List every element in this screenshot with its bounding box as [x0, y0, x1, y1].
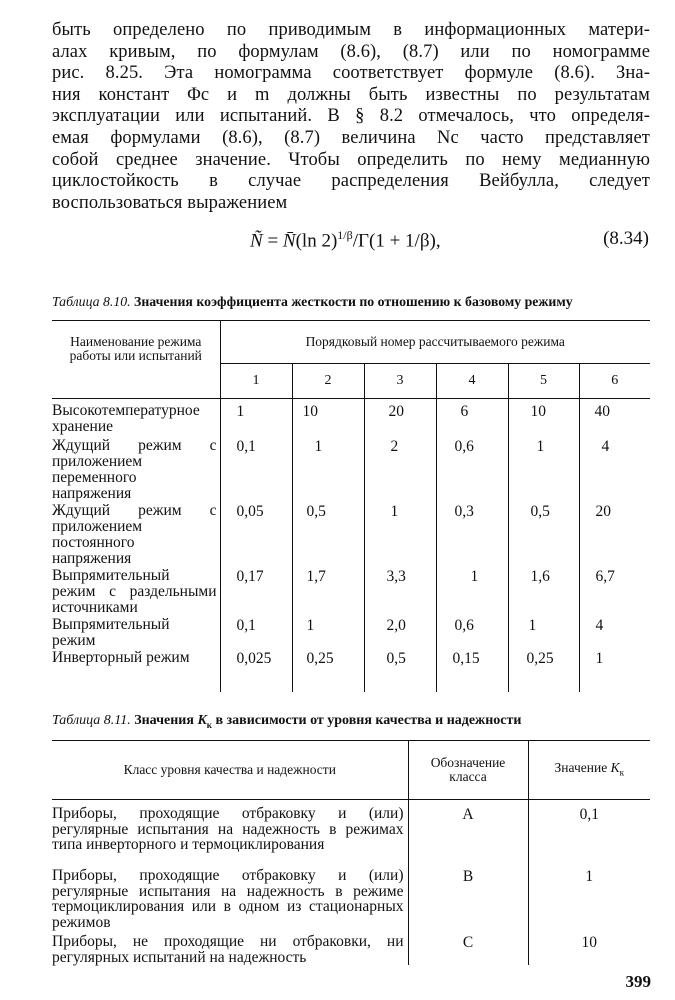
group-header-cell — [220, 321, 650, 364]
mode-name: Высокотемпературное хранение — [52, 399, 220, 438]
cell-value: 0,1 — [236, 438, 256, 455]
paragraph-line: эксплуатации или испытаний. В § 8.2 отмечалось, что определя- — [52, 106, 650, 127]
table-row — [52, 616, 650, 649]
formula-nbar: N̄ — [282, 230, 296, 252]
cell-value: 0,3 — [436, 502, 508, 567]
caption-k-sub: к — [206, 719, 212, 730]
cell-value: 20 — [364, 399, 436, 438]
group-header: Порядковый номер рассчитываемого режима — [305, 334, 565, 349]
paragraph-line: алах кривым, по формулам (8.6), (8.7) или по номограмме — [52, 41, 650, 62]
mode-name: Инверторный режим — [52, 649, 220, 692]
cell-value: 1 — [436, 567, 508, 616]
cell-value: 1 — [236, 403, 245, 420]
formula-exponent: 1/β — [337, 228, 353, 242]
cell-value: 0,025 — [236, 650, 272, 667]
cell-value: 1 — [508, 616, 579, 649]
cell-value: 2,0 — [364, 616, 436, 649]
column-number: 6 — [579, 364, 650, 399]
cell-value: 6,7 — [579, 567, 650, 616]
cell-value: 4 — [579, 437, 650, 502]
caption-k-letter: K — [197, 713, 207, 728]
table-header-row — [52, 741, 650, 800]
paragraph-line: ния констант Φс и m должны быть известны по результатам — [52, 84, 650, 105]
table-header-row — [52, 321, 650, 364]
cell-value: 1 — [579, 649, 650, 692]
formula-lhs: Ñ — [250, 230, 263, 252]
table-row — [52, 800, 650, 867]
cell-value: 0,6 — [436, 616, 508, 649]
table-8-11 — [52, 740, 650, 965]
cell-value: 0,5 — [508, 502, 579, 567]
class-description: Приборы, проходящие отбраковку и (или) регулярные испытания на надежность в режиме термоциклирования или в одном из стационарных режимов — [52, 867, 404, 931]
table-8-10-caption — [52, 294, 573, 310]
formula-eq: = — [267, 230, 279, 252]
table-row — [52, 866, 650, 932]
class-value: 0,1 — [528, 800, 650, 867]
cell-value: 0,17 — [236, 568, 264, 585]
cell-value: 10 — [292, 399, 364, 438]
cell-value: 20 — [579, 502, 650, 567]
formula-gamma: /Γ(1 + 1/β), — [352, 230, 441, 252]
paragraph-line: собой среднее значение. Чтобы определить по нему медианную — [52, 149, 650, 170]
cell-value: 0,25 — [508, 649, 579, 692]
table-row — [52, 399, 650, 438]
class-designation: A — [408, 800, 528, 867]
header-class-level: Класс уровня качества и надежности — [52, 741, 408, 800]
cell-value: 40 — [579, 399, 650, 438]
header-value-label: Значение — [554, 759, 608, 775]
mode-name: Выпрямительный режим — [52, 616, 220, 649]
column-number: 5 — [508, 364, 579, 399]
paragraph-line: быть определено по приводимым в информационных матери- — [52, 20, 650, 40]
page-number: 399 — [625, 972, 651, 991]
table-row — [52, 502, 650, 567]
cell-value: 1,7 — [292, 567, 364, 616]
column-number: 4 — [436, 364, 508, 399]
body-paragraph — [52, 20, 650, 214]
table-row — [52, 567, 650, 616]
column-number: 3 — [364, 364, 436, 399]
header-value — [528, 741, 650, 800]
caption-label: Таблица 8.11. — [52, 713, 131, 728]
column-number: 1 — [220, 364, 292, 399]
class-designation: B — [408, 866, 528, 932]
paragraph-line: емая формулами (8.6), (8.7) величина Nс часто представляет — [52, 127, 650, 148]
cell-value: 0,6 — [436, 437, 508, 502]
table-row — [52, 932, 650, 965]
formula-ln: (ln 2) — [295, 230, 338, 252]
class-value: 10 — [528, 932, 650, 965]
caption-k — [197, 713, 212, 728]
cell-value: 1 — [292, 616, 364, 649]
header-value-k: K — [610, 759, 620, 775]
mode-name: Ждущий режим с приложением постоянного напряжения — [52, 502, 220, 567]
class-description: Приборы, проходящие отбраковку и (или) регулярные испытания на надежность в режимах типа инверторного и термоциклирования — [52, 805, 404, 853]
class-description: Приборы, не проходящие ни отбраковки, ни регулярных испытаний на надежность — [52, 933, 404, 966]
cell-value: 1,6 — [508, 567, 579, 616]
table-8-11-caption — [52, 713, 521, 730]
paragraph-line: воспользоваться выражением — [52, 192, 288, 213]
header-value-k-sub: к — [619, 767, 624, 778]
caption-title: Значения коэффициента жесткости по отношению к базовому режиму — [134, 294, 573, 309]
row-header: Наименование режима работы или испытаний — [69, 334, 202, 363]
cell-value: 0,15 — [436, 649, 508, 692]
column-number: 2 — [292, 364, 364, 399]
cell-value: 4 — [579, 616, 650, 649]
table-8-10 — [52, 320, 650, 692]
header-designation: Обозначение класса — [408, 741, 528, 800]
class-value: 1 — [528, 866, 650, 932]
row-header-cell — [52, 321, 220, 399]
caption-title-start: Значения — [134, 713, 194, 728]
caption-title-end: в зависимости от уровня качества и надежности — [215, 713, 522, 728]
paragraph-line: рис. 8.25. Эта номограмма соответствует формуле (8.6). Зна- — [52, 63, 650, 84]
mode-name: Выпрямительный режим с раздельными источниками — [52, 567, 220, 616]
cell-value: 3,3 — [364, 567, 436, 616]
cell-value: 0,05 — [236, 503, 264, 520]
cell-value: 1 — [508, 437, 579, 502]
class-designation: C — [408, 932, 528, 965]
cell-value: 2 — [364, 437, 436, 502]
cell-value: 10 — [508, 399, 579, 438]
formula-number: (8.34) — [603, 228, 649, 249]
cell-value: 0,25 — [292, 649, 364, 692]
cell-value: 0,5 — [364, 649, 436, 692]
cell-value: 1 — [292, 437, 364, 502]
paragraph-line: циклостойкость в случае распределения Вейбулла, следует — [52, 171, 650, 192]
cell-value: 1 — [364, 502, 436, 567]
cell-value: 6 — [436, 399, 508, 438]
mode-name: Ждущий режим с приложением переменного напряжения — [52, 437, 220, 502]
caption-label: Таблица 8.10. — [52, 294, 131, 309]
formula-8-34 — [250, 228, 441, 252]
table-row — [52, 649, 650, 692]
cell-value: 0,5 — [292, 502, 364, 567]
table-row — [52, 437, 650, 502]
cell-value: 0,1 — [236, 617, 256, 634]
